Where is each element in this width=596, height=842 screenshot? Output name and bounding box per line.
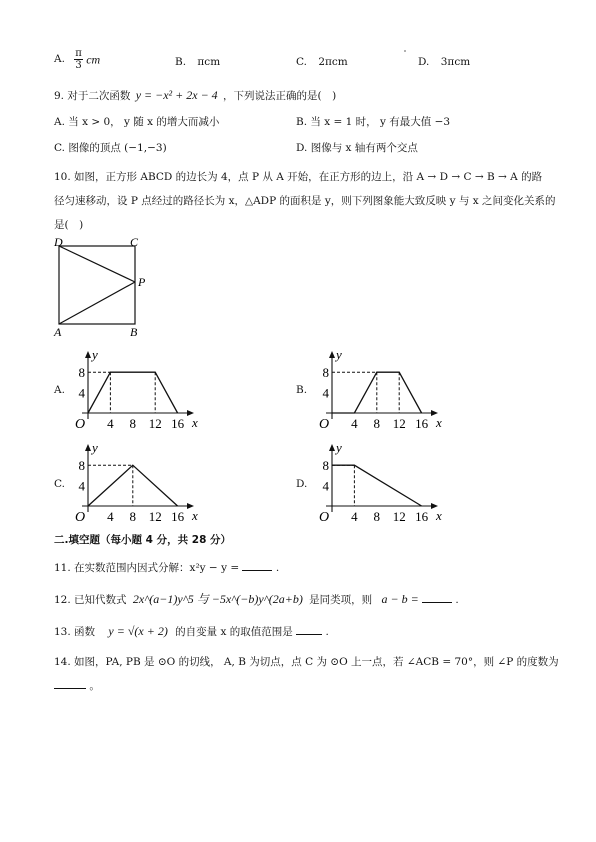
- q12-answer-blank[interactable]: [422, 602, 452, 603]
- y-tick-label: 8: [78, 458, 85, 474]
- x-tick-label: 16: [171, 509, 185, 522]
- y-tick-label: 4: [322, 478, 329, 494]
- x-tick-label: 16: [415, 509, 429, 522]
- graph-a: [62, 347, 202, 429]
- function-line: [332, 465, 422, 506]
- graph-c: [62, 440, 202, 522]
- y-tick-label: 4: [78, 478, 85, 494]
- x-tick-label: 12: [392, 509, 406, 522]
- y-tick-label: 8: [78, 365, 85, 381]
- q11-answer-blank[interactable]: [242, 570, 272, 571]
- origin-label: O: [75, 510, 86, 522]
- q8-option-b: B. πcm: [175, 56, 221, 68]
- q13-answer-blank[interactable]: [296, 634, 322, 635]
- y-axis-label: y: [336, 347, 342, 362]
- y-axis-arrow: [329, 351, 335, 358]
- q8-option-c: C. 2πcm: [296, 56, 348, 68]
- square-abcd: [59, 246, 135, 324]
- y-tick-label: 8: [322, 365, 329, 381]
- label-d: D: [54, 235, 63, 249]
- segment-dp: [59, 246, 135, 282]
- q8-option-a: [54, 48, 100, 71]
- x-tick-label: 4: [351, 509, 358, 522]
- y-tick-label: 8: [322, 458, 329, 474]
- graph-option-a-label: A.: [54, 384, 65, 396]
- q11: 11. 在实数范围内因式分解：x²y − y = .: [54, 562, 280, 574]
- origin-label: O: [75, 417, 86, 429]
- x-tick-label: 8: [129, 509, 137, 522]
- x-tick-label: 16: [415, 416, 429, 429]
- y-tick-label: 4: [78, 385, 85, 401]
- q14-answer-blank[interactable]: [54, 688, 86, 689]
- y-axis-arrow: [329, 444, 335, 451]
- x-tick-label: 8: [373, 416, 381, 429]
- square-figure: [50, 234, 160, 340]
- label-c: C: [130, 235, 139, 249]
- x-axis-label: x: [436, 415, 442, 429]
- graph-b: [306, 347, 446, 429]
- x-tick-label: 4: [107, 416, 114, 429]
- y-axis-label: y: [336, 440, 342, 455]
- graph-option-c-label: C.: [54, 478, 65, 490]
- y-axis-label: y: [92, 347, 98, 362]
- q9-option-b: B. 当 x = 1 时， y 有最大值 −3: [296, 116, 451, 128]
- y-tick-label: 4: [322, 385, 329, 401]
- q10-stem-line1: 10. 如图，正方形 ABCD 的边长为 4，点 P 从 A 开始，在正方形的边上，沿 A → D → C → B → A 的路: [54, 171, 543, 183]
- q14-line1: 14. 如图，PA, PB 是 ⊙O 的切线， A, B 为切点，点 C 为 ⊙O 上一点，若 ∠ACB = 70°，则 ∠P 的度数为: [54, 656, 559, 668]
- graph-d: [306, 440, 446, 522]
- label-b: B: [130, 325, 138, 339]
- graph-option-d-label: D.: [296, 478, 308, 490]
- x-tick-label: 4: [351, 416, 358, 429]
- x-tick-label: 12: [392, 416, 406, 429]
- x-axis-label: x: [192, 508, 198, 522]
- y-axis-arrow: [85, 351, 91, 358]
- q9-option-d: D. 图像与 x 轴有两个交点: [296, 142, 418, 154]
- origin-label: O: [319, 417, 330, 429]
- q8-option-a-unit: cm: [86, 52, 101, 67]
- x-tick-label: 8: [373, 509, 381, 522]
- q9-stem: 9. 对于二次函数 y = −x² + 2x − 4 ，下列说法正确的是( ): [54, 88, 337, 102]
- x-axis-label: x: [192, 415, 198, 429]
- x-tick-label: 16: [171, 416, 185, 429]
- label-a: A: [54, 325, 62, 339]
- q14-line2: 。: [54, 680, 100, 693]
- x-tick-label: 12: [148, 416, 162, 429]
- q8-option-a-label: A.: [54, 53, 65, 66]
- q12: 12. 已知代数式 2x^(a−1)y^5 与 −5x^(−b)y^(2a+b) 是同类项，则 a − b = .: [54, 592, 459, 606]
- x-axis-label: x: [436, 508, 442, 522]
- q9-option-c: C. 图像的顶点 (−1,−3): [54, 142, 167, 154]
- scan-dot: [404, 50, 406, 52]
- q10-stem-line3: 是( ): [54, 219, 84, 231]
- segment-ap: [59, 282, 135, 324]
- y-axis-arrow: [85, 444, 91, 451]
- function-line: [88, 372, 178, 413]
- graph-option-b-label: B.: [296, 384, 308, 396]
- section-fill-in-title: 二.填空题（每小题 4 分，共 28 分）: [54, 534, 232, 546]
- q8-option-d: D. 3πcm: [418, 56, 471, 68]
- q13: 13. 函数 y = √(x + 2) 的自变量 x 的取值范围是 .: [54, 624, 329, 638]
- x-tick-label: 4: [107, 509, 114, 522]
- x-tick-label: 8: [129, 416, 137, 429]
- q8-option-a-fraction: $\frac{\pi}{3}$: [75, 48, 82, 71]
- y-axis-label: y: [92, 440, 98, 455]
- label-p: P: [138, 275, 146, 289]
- q10-stem-line2: 径匀速移动，设 P 点经过的路径长为 x，△ADP 的面积是 y，则下列图象能大致反映 y 与 x 之间变化关系的: [54, 195, 556, 207]
- origin-label: O: [319, 510, 330, 522]
- x-tick-label: 12: [148, 509, 162, 522]
- q9-option-a: A. 当 x > 0， y 随 x 的增大而减小: [54, 116, 220, 128]
